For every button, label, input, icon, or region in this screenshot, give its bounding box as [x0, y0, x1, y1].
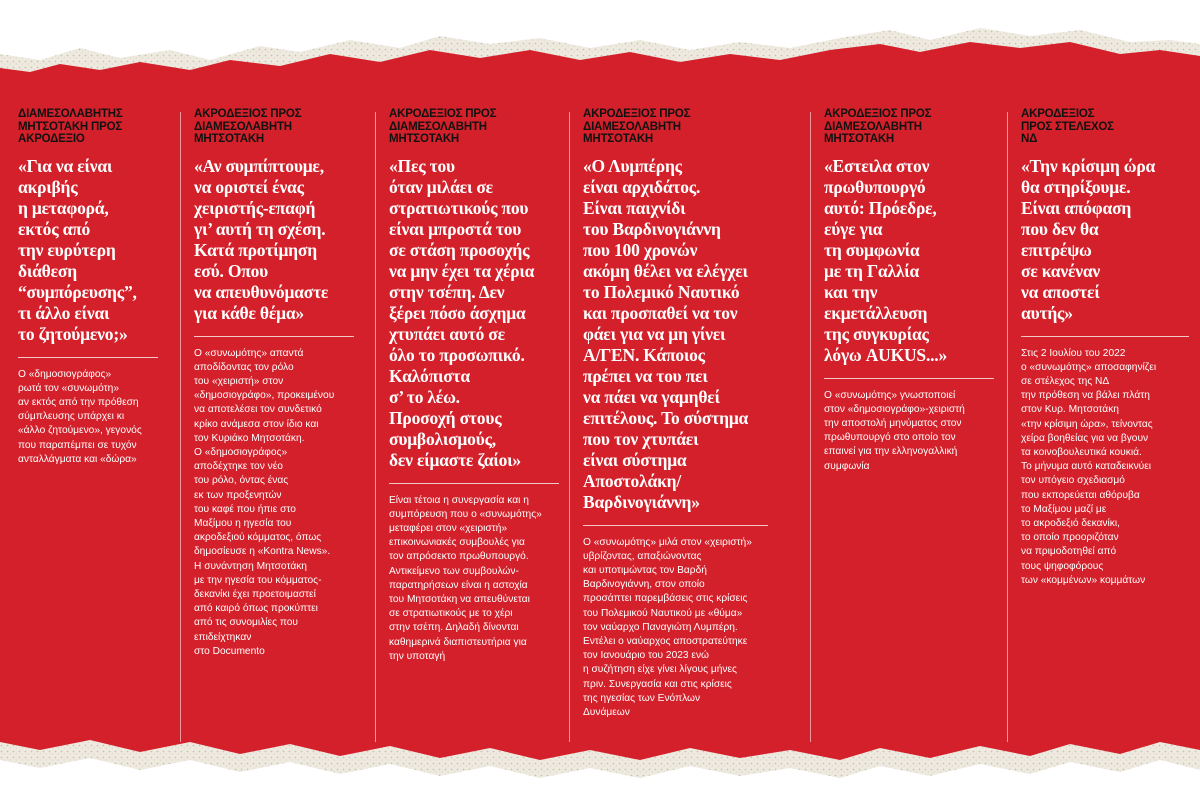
- pull-quote: «Εστειλα στον πρωθυπουργό αυτό: Πρόεδρε, εύγε για τη συμφωνία με τη Γαλλία και την εκμετάλλευση της συγκυρίας λόγω AUKUS...»: [824, 155, 948, 365]
- caption-text: Ο «συνωμότης» μιλά στον «χειριστή» υβρίζοντας, απαξιώνοντας και υποτιμώντας τον Βαρδή Βαρδινογιάννη, στον οποίο προσάπτει παρεμβάσεις στις κρίσεις του Πολεμικού Ναυτικού με «θύμα» τον ναύαρχο Παναγιώτη Λυμπέρη. Εντέλει ο ναύαρχος αποστρατεύτηκε τον Ιανουάριο του 2023 ενώ η συζήτηση είχε γίνει λίγους μήνες πριν. Συνεργασία και στις κρίσεις της ηγεσίας των Ενόπλων Δυνάμεων: [583, 536, 752, 718]
- divider: [1021, 336, 1189, 337]
- caption-text: Ο «συνωμότης» απαντά αποδίδοντας τον ρόλο του «χειριστή» στον «δημοσιογράφο», προκειμένου να αποτελέσει τον συνδετικό κρίκο ανάμεσα στον ίδιο και τον Κυριάκο Μητσοτάκη. Ο «δημοσιογράφος» αποδέχτηκε τον νέο του ρόλο, όντας ένας εκ των προξενητών του καφέ που ήπιε στο Μαξίμου η ηγεσία του ακροδεξιού κόμματος, όπως δημοσίευσε η «Kontra News». Η συνάντηση Μητσοτάκη με την ηγεσία του κόμματος- δεκανίκι έχει προετοιμαστεί από καιρό όπως προκύπτει από τις συνομιλίες που επιδείχτηκαν στο Documento: [194, 347, 335, 657]
- column-1: [18, 108, 158, 467]
- divider: [583, 525, 768, 526]
- divider: [824, 378, 994, 379]
- pull-quote: «Την κρίσιμη ώρα θα στηρίξουμε. Είναι απόφαση που δεν θα επιτρέψω σε κανέναν να αποστεί αυτής»: [1021, 155, 1156, 323]
- pull-quote: «Πες του όταν μιλάει σε στρατιωτικούς που είναι μπροστά του σε στάση προσοχής να μην έχει τα χέρια στην τσέπη. Δεν ξέρει πόσο άσχημα χτυπάει αυτό σε όλο το προσωπικό. Καλόπιστα σ’ το λέω. Προσοχή στους συμβολισμούς, δεν είμαστε ζαίοι»: [389, 155, 535, 470]
- pull-quote: «Για να είναι ακριβής η μεταφορά, εκτός από την ευρύτερη διάθεση “συμπόρευσης”, τι άλλο είναι το ζητούμενο;»: [18, 155, 137, 344]
- column-2: [194, 108, 354, 659]
- caption-text: Είναι τέτοια η συνεργασία και η συμπόρευση που ο «συνωμότης» μεταφέρει στον «χειριστή» επικοινωνιακές συμβουλές για τον απρόσεκτο πρωθυπουργό. Αντικείμενο των συμβουλών- παρατηρήσεων είναι η αστοχία του Μητσοτάκη να απευθύνεται σε στρατιωτικούς με το χέρι στην τσέπη. Δηλαδή δίνονται καθημερινά διαπιστευτήρια για την υποταγή: [389, 494, 542, 662]
- column-6: [1021, 108, 1189, 588]
- caption-text: Ο «συνωμότης» γνωστοποιεί στον «δημοσιογράφο»-χειριστή την αποστολή μηνύματος στον πρωθυπουργό στο οποίο τον επαινεί για την ελληνογαλλική συμφωνία: [824, 389, 965, 472]
- column-heading: ΑΚΡΟΔΕΞΙΟΣ ΠΡΟΣ ΔΙΑΜΕΣΟΛΑΒΗΤΗ ΜΗΤΣΟΤΑΚΗ: [194, 108, 302, 145]
- column-heading: ΔΙΑΜΕΣΟΛΑΒΗΤΗΣ ΜΗΤΣΟΤΑΚΗ ΠΡΟΣ ΑΚΡΟΔΕΞΙΟ: [18, 108, 123, 145]
- column-3: [389, 108, 559, 664]
- divider: [18, 357, 158, 358]
- divider: [389, 483, 559, 484]
- pull-quote: «Ο Λυμπέρης είναι αρχιδάτος. Είναι παιχνίδι του Βαρδινογιάννη που 100 χρονών ακόμη θέλει να ελέγχει το Πολεμικό Ναυτικό και προσπαθεί να τον φάει για να μη γίνει Α/ΓΕΝ. Κάποιος πρέπει να του πει να πάει να γαμηθεί επιτέλους. Το σύστημα που τον χτυπάει είναι σύστημα Αποστολάκη/ Βαρδινογιάννη»: [583, 155, 749, 512]
- column-heading: ΑΚΡΟΔΕΞΙΟΣ ΠΡΟΣ ΔΙΑΜΕΣΟΛΑΒΗΤΗ ΜΗΤΣΟΤΑΚΗ: [389, 108, 497, 145]
- caption-text: Ο «δημοσιογράφος» ρωτά τον «συνωμότη» αν εκτός από την πρόθεση σύμπλευσης υπάρχει κι «άλλο ζητούμενο», γεγονός που παραπέμπει σε τυχόν ανταλλάγματα και «δώρα»: [18, 368, 142, 465]
- caption-text: Στις 2 Ιουλίου του 2022 ο «συνωμότης» αποσαφηνίζει σε στέλεχος της ΝΔ την πρόθεση να βάλει πλάτη στον Κυρ. Μητσοτάκη «την κρίσιμη ώρα», τείνοντας χείρα βοηθείας για να βγουν τα κοινοβουλευτικά κουκιά. Το μήνυμα αυτό καταδεικνύει τον υπόγειο σχεδιασμό που εκπορεύεται αθόρυβα το Μαξίμου μαζί με το ακροδεξιό δεκανίκι, το οποίο προοριζόταν να πριμοδοτηθεί από τους ψηφοφόρους των «κομμένων» κομμάτων: [1021, 347, 1157, 586]
- column-heading: ΑΚΡΟΔΕΞΙΟΣ ΠΡΟΣ ΔΙΑΜΕΣΟΛΑΒΗΤΗ ΜΗΤΣΟΤΑΚΗ: [583, 108, 691, 145]
- column-heading: ΑΚΡΟΔΕΞΙΟΣ ΠΡΟΣ ΣΤΕΛΕΧΟΣ ΝΔ: [1021, 108, 1114, 145]
- column-5: [824, 108, 994, 474]
- pull-quote: «Αν συμπίπτουμε, να οριστεί ένας χειριστής-επαφή γι’ αυτή τη σχέση. Κατά προτίμηση εσύ. Οπου να απευθυνόμαστε για κάθε θέμα»: [194, 155, 329, 323]
- divider: [194, 336, 354, 337]
- column-heading: ΑΚΡΟΔΕΞΙΟΣ ΠΡΟΣ ΔΙΑΜΕΣΟΛΑΒΗΤΗ ΜΗΤΣΟΤΑΚΗ: [824, 108, 932, 145]
- column-4: [583, 108, 768, 720]
